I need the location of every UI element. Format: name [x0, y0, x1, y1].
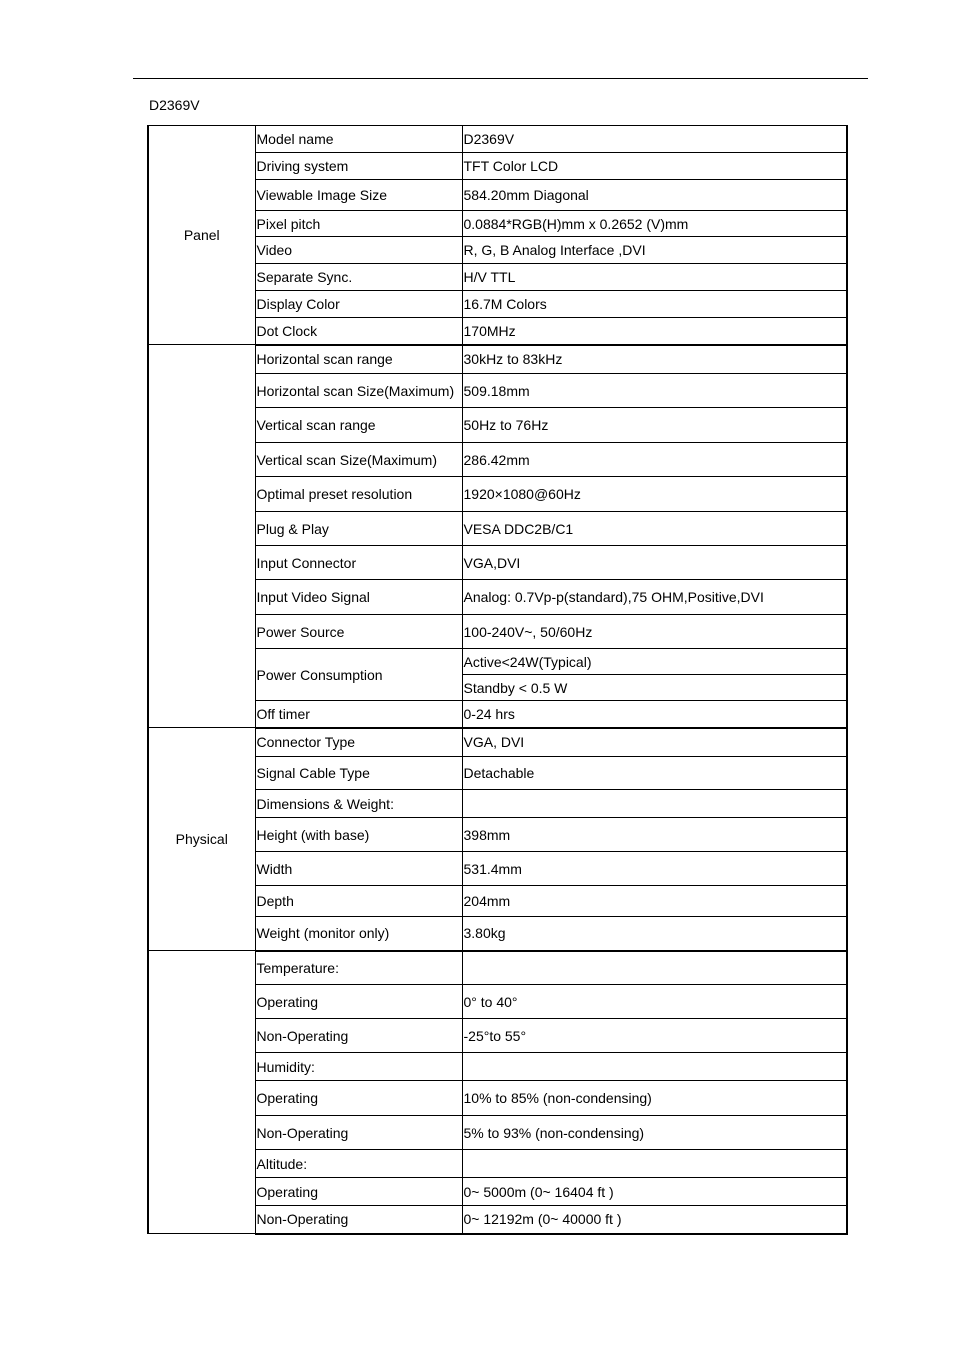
spec-label: Horizontal scan range: [255, 345, 462, 374]
spec-value: -25°to 55°: [462, 1019, 847, 1053]
spec-value: 0° to 40°: [462, 985, 847, 1019]
spec-value: 584.20mm Diagonal: [462, 180, 847, 211]
spec-label: Operating: [255, 1081, 462, 1116]
spec-label: Non-Operating: [255, 1206, 462, 1234]
spec-label: Input Video Signal: [255, 580, 462, 615]
spec-row: [148, 728, 847, 757]
spec-value: D2369V: [462, 126, 847, 153]
spec-label: Connector Type: [255, 728, 462, 757]
spec-value: 286.42mm: [462, 443, 847, 477]
spec-label: Vertical scan range: [255, 408, 462, 443]
spec-label: Off timer: [255, 701, 462, 728]
group-label: Physical: [148, 728, 255, 951]
spec-label: Depth: [255, 886, 462, 917]
spec-label: Width: [255, 852, 462, 886]
spec-label: Plug & Play: [255, 512, 462, 546]
group-label: Panel: [148, 126, 255, 345]
spec-label: Viewable Image Size: [255, 180, 462, 211]
spec-value: 30kHz to 83kHz: [462, 345, 847, 374]
spec-value: 204mm: [462, 886, 847, 917]
spec-label: Temperature:: [255, 951, 462, 985]
spec-row: [148, 345, 847, 374]
group-label: [148, 345, 255, 728]
top-rule: [133, 78, 868, 79]
spec-label: Optimal preset resolution: [255, 477, 462, 512]
spec-value: 170MHz: [462, 318, 847, 345]
spec-value: Detachable: [462, 757, 847, 790]
spec-label: Non-Operating: [255, 1116, 462, 1150]
spec-label: Power Source: [255, 615, 462, 649]
spec-value: [462, 1053, 847, 1081]
spec-label: Driving system: [255, 153, 462, 180]
spec-label: Humidity:: [255, 1053, 462, 1081]
spec-value: 5% to 93% (non-condensing): [462, 1116, 847, 1150]
spec-value: Active<24W(Typical): [462, 649, 847, 675]
spec-label: Height (with base): [255, 818, 462, 852]
spec-label: Pixel pitch: [255, 211, 462, 237]
spec-label: Dot Clock: [255, 318, 462, 345]
spec-value: Analog: 0.7Vp-p(standard),75 OHM,Positive,DVI: [462, 580, 847, 615]
spec-row: [148, 126, 847, 153]
spec-value: 50Hz to 76Hz: [462, 408, 847, 443]
spec-value: 398mm: [462, 818, 847, 852]
spec-value: 1920×1080@60Hz: [462, 477, 847, 512]
spec-value: TFT Color LCD: [462, 153, 847, 180]
spec-value: H/V TTL: [462, 264, 847, 291]
spec-value: [462, 790, 847, 818]
spec-value: 0~ 12192m (0~ 40000 ft ): [462, 1206, 847, 1234]
spec-label: Signal Cable Type: [255, 757, 462, 790]
spec-value: Standby < 0.5 W: [462, 675, 847, 701]
spec-value: 0~ 5000m (0~ 16404 ft ): [462, 1178, 847, 1206]
spec-value: VGA,DVI: [462, 546, 847, 580]
spec-label: Horizontal scan Size(Maximum): [255, 374, 462, 408]
spec-label: Altitude:: [255, 1150, 462, 1178]
spec-value: 0.0884*RGB(H)mm x 0.2652 (V)mm: [462, 211, 847, 237]
spec-label: Operating: [255, 985, 462, 1019]
spec-label: Model name: [255, 126, 462, 153]
spec-label: Operating: [255, 1178, 462, 1206]
spec-table: [147, 125, 848, 1235]
spec-value: 100-240V~, 50/60Hz: [462, 615, 847, 649]
spec-value: R, G, B Analog Interface ,DVI: [462, 237, 847, 264]
spec-value: 16.7M Colors: [462, 291, 847, 318]
spec-label: Dimensions & Weight:: [255, 790, 462, 818]
spec-label: Weight (monitor only): [255, 917, 462, 951]
spec-value: 509.18mm: [462, 374, 847, 408]
spec-label: Vertical scan Size(Maximum): [255, 443, 462, 477]
spec-row: [148, 951, 847, 985]
spec-value: VESA DDC2B/C1: [462, 512, 847, 546]
spec-value: [462, 951, 847, 985]
spec-label: Display Color: [255, 291, 462, 318]
spec-value: VGA, DVI: [462, 728, 847, 757]
spec-value: 0-24 hrs: [462, 701, 847, 728]
spec-table-body: [148, 126, 847, 1234]
spec-value: 531.4mm: [462, 852, 847, 886]
spec-label: Input Connector: [255, 546, 462, 580]
spec-label: Non-Operating: [255, 1019, 462, 1053]
spec-label: Video: [255, 237, 462, 264]
spec-value: [462, 1150, 847, 1178]
spec-value: 3.80kg: [462, 917, 847, 951]
spec-label: Separate Sync.: [255, 264, 462, 291]
model-heading: D2369V: [149, 97, 200, 113]
group-label: [148, 951, 255, 1234]
spec-value: 10% to 85% (non-condensing): [462, 1081, 847, 1116]
spec-label: Power Consumption: [255, 649, 462, 701]
